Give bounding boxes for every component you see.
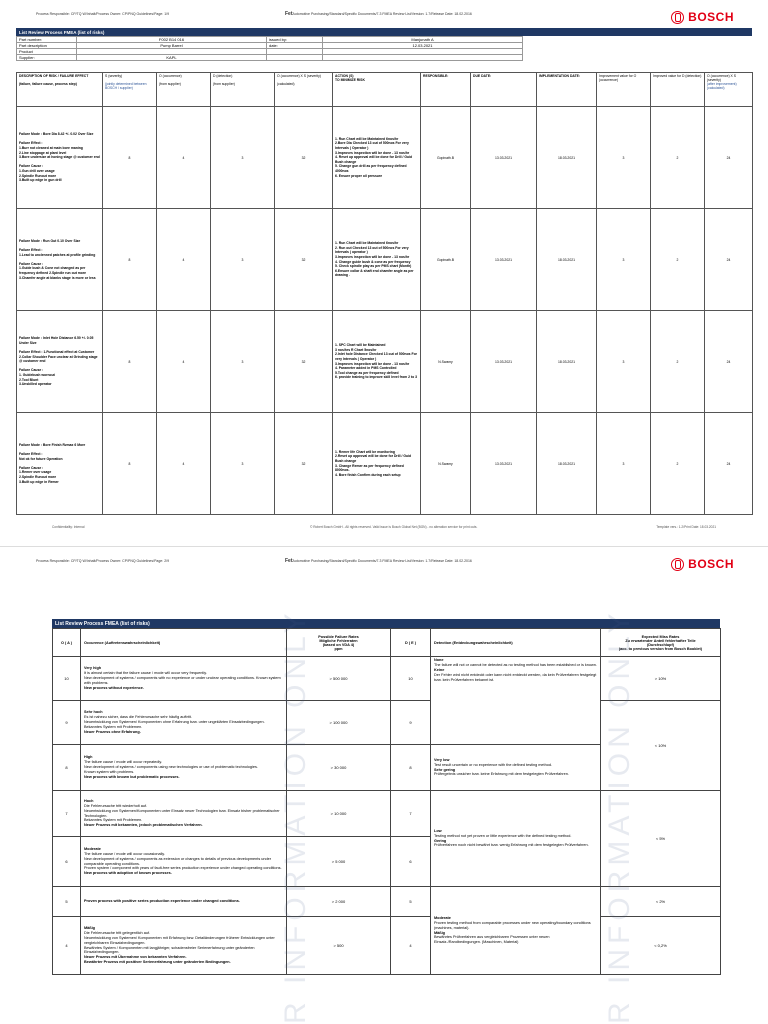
cell-imp_o: 3 — [597, 311, 651, 413]
header-document-path: FetAutomotive Purchasing/Standard/Specific Documents/7.3 FMEA Review List/Version: 1.7/Release Date: 18.02.2016 — [285, 558, 472, 564]
cell-imp_d: 2 — [651, 311, 705, 413]
supplier-value: KAPL — [77, 55, 267, 61]
cell-action: 1. Remer life Chart will be monitoring 2.Reset up approval will be done for Drill / Guid Bush change 3. Change Remer as per frequency defined 8000nos. 4. Bore finish Confirm during each setup — [333, 413, 421, 515]
col-header-detection: D (detection) (from supplier) — [211, 73, 275, 107]
cell-after: 24 — [705, 209, 753, 311]
cell-impl: 18.03.2021 — [537, 311, 597, 413]
cell-due: 13.03.2021 — [471, 107, 537, 209]
date-label: date: — [267, 43, 323, 49]
col-header-o-a: O ( A ) — [53, 629, 81, 657]
header-process-info: Process Responsible: CP/TQ W/Inhalt/Process Owner: CP/PNQ Guidelines/Page: 1/9 — [36, 12, 170, 16]
col-header-improved-d: Improved value for D (detection) — [651, 73, 705, 107]
cell-o: 4 — [157, 107, 211, 209]
issued-by-value: Manjunath A — [323, 37, 523, 43]
part-description-value: Pump Barrel — [77, 43, 267, 49]
table-row: 9 Sehr hoch Es ist nahezu sicher, dass die Fehlerursache sehr häufig auftritt. Neuentwicklung von Systemen/ Komponenten ohne Erfahrung bzw. unter ungeklärten Einsatzbedingungen. Bekanntes System mit Problemen. Neuer Prozess ohne Erfahrung. > 100 000 9 < 10% — [53, 701, 721, 745]
cell-s: 8 — [103, 209, 157, 311]
table-row: 10 Very high It is almost certain that the failure cause / mode will occur very frequently. New development of systems / components with no experience or under unclear operating conditions. Known system with problems. New process without experience. > 500 000 10 None The failure will not or cannot be detected as no testing method has been established or is known. Keine Der Fehler wird nicht entdeckt oder kann nicht entdeckt werden, da kein Prüfverfahren festgelegt bzw. kein Prüfverfahren bekannt ist. > 10% — [53, 657, 721, 701]
part-info-table — [16, 36, 523, 61]
cell-action: 1. SPC Chart will be Maintained 3 nos/hrs R Chart 5nos/hr 2.Inlet hole Distance Checked 13 out of 500nos For very Intervals ( Operator ) 3.Improves inspection will be done - 13 nos/hr 4. Parameter added in PMS Controlled 5.Tool change as per frequency defined 6. provide training to improve skill level from 2 to 3 — [333, 311, 421, 413]
table-row — [17, 209, 753, 311]
cell-risk: Failure Mode : Run Out 0.10 Over Size Failure Effect : 1.Lead to unclenned patches at profile grinding Failure Cause : 1.Guide bush & Cone not changed as per frequency defined 2.Spindle run out more 3.Chamfer angle at blanks stage is more or less — [17, 209, 103, 311]
page-header — [0, 547, 768, 575]
table-row: 8 High The failure cause / mode will occur repeatedly. New development of systems / components using new technologies or use of problematic technologies. Known system with problems. New process with known but problematic processes. > 30 000 8 Very low Test result uncertain or no experience with the defined testing method. Sehr gering Prüfergebnis unsicher bzw. keine Erfahrung mit dem festgelegten Prüfverfahren. — [53, 745, 721, 791]
cell-due: 13.03.2021 — [471, 311, 537, 413]
page-title: List Review Process FMEA (list of risks) — [16, 28, 752, 36]
supplier-label: Supplier: — [17, 55, 77, 61]
bosch-armature-icon — [671, 11, 684, 24]
page-title: List Review Process FMEA (list of risks) — [52, 619, 720, 628]
cell-os: 32 — [275, 311, 333, 413]
cell-risk: Failure Mode : Inlet Hole Distance 6.50 +/- 0.05 Under Size Failure Effect : 1.Functional effect at Customer 2.Collar Shoulder Face unclear at Grinding stage @ customer end Failure Cause : 1. Guidebush wornout 2.Tool Blunt 3.Unskilled operator — [17, 311, 103, 413]
header-process-info: Process Responsible: CP/TQ W/Inhalt/Process Owner: CP/PNQ Guidelines/Page: 2/9 — [36, 559, 170, 563]
cell-imp_o: 3 — [597, 209, 651, 311]
cell-resp: Gopinath.B — [421, 209, 471, 311]
cell-action: 1. Run Chart will be Maintained 6nos/hr 2. Run out Checked 13 out of 500nos For very Intervals ( operator ) 3.Improves inspection will be done - 13 nos/hr 4. Change guide bush & cone as per frequency 5. Check spindle play as per PMS chart (Month) 6.Ensure collar & shaft end chamfer angle as per drawing . — [333, 209, 421, 311]
col-header-risk: DESCRIPTION OF RISK / FAILURE EFFECT (failure, failure cause, process step) — [17, 73, 103, 107]
cell-os: 32 — [275, 209, 333, 311]
fmea-header-row — [17, 73, 753, 107]
cell-os: 32 — [275, 413, 333, 515]
cell-imp_d: 2 — [651, 209, 705, 311]
cell-resp: N.Swamy — [421, 311, 471, 413]
cell-impl: 18.03.2021 — [537, 413, 597, 515]
cell-imp_o: 3 — [597, 107, 651, 209]
col-header-failure-rates: Possible Failure Rates Mögliche Fehlerraten (based on VDA 4) ppm — [287, 629, 391, 657]
cell-due: 13.03.2021 — [471, 413, 537, 515]
bosch-armature-icon — [671, 558, 684, 571]
col-header-due-date: DUE DATE: — [471, 73, 537, 107]
bosch-logo: BOSCH — [671, 10, 734, 24]
cell-after: 24 — [705, 107, 753, 209]
cell-resp: N.Swamy — [421, 413, 471, 515]
watermark-text: R INFORMATION ONLY — [279, 608, 312, 1024]
table-row: 6 Moderate The failure cause / mode will occur occasionally. New development of systems / components as extension or changes to details of previous developments under comparable operating conditions. Proven system / component with years of fault-free series production experience under changed operating conditions. New process with adoption of known processes. > 5 000 6 — [53, 837, 721, 887]
col-header-action: ACTION (S) TO MINIMIZE RISK — [333, 73, 421, 107]
footer-confidentiality: Confidentiality: Internal — [52, 525, 85, 529]
col-header-severity: S (severity) (jointly determined between BOSCH / supplier) — [103, 73, 157, 107]
cell-s: 8 — [103, 107, 157, 209]
cell-imp_d: 2 — [651, 107, 705, 209]
cell-s: 8 — [103, 311, 157, 413]
cell-s: 8 — [103, 413, 157, 515]
fmea-risk-table — [16, 72, 753, 515]
date-value: 12.03.2021 — [323, 43, 523, 49]
footer-template-version: Template vers.: 1.2/Print Date: 18.03.2021 — [656, 525, 716, 529]
bosch-logo: BOSCH — [671, 557, 734, 571]
table-row: 7 Hoch Die Fehlerursache tritt wiederholt auf. Neuentwicklung von Systemen/Komponenten unter Einsatz neuer Technologien bzw. Einsatz bisher problematischer Technologien. Bekanntes System mit Problemen. Neuer Prozess mit bekannten, jedoch problematischen Verfahren. > 10 000 7 Low Testing method not yet proven or little experience with the defined testing method. Gering Prüfverfahren noch nicht bewährt bzw. wenig Erfahrung mit dem festgelegten Prüfverfahren. < 5% — [53, 791, 721, 837]
col-header-occurrence: O (occurrence) (from supplier) — [157, 73, 211, 107]
header-document-path: FetAutomotive Purchasing/Standard/Specific Documents/7.3 FMEA Review List/Version: 1.7/Release Date: 18.02.2016 — [285, 11, 472, 17]
col-header-d-e: D ( E ) — [391, 629, 431, 657]
col-header-miss-rates: Expected Miss Rates Zu erwartender Anteil fehlerhafter Teile (Durchschlupf) (acc. to previous version from Bosch Booklet) — [601, 629, 721, 657]
cell-impl: 18.03.2021 — [537, 209, 597, 311]
cell-risk: Failure Mode : Bore Finish Rzmax 6 More Failure Effect : Not ok for future Operation Failure Cause : 1.Remer over usage 2.Spindle Runout more 3.Built up edge in Remer — [17, 413, 103, 515]
cell-d: 3 — [211, 413, 275, 515]
watermark-text: R INFORMATION ONLY — [603, 608, 636, 1024]
table-row — [17, 311, 753, 413]
product-label: Product — [17, 49, 77, 55]
footer-copyright: © Robert Bosch GmbH - All rights reserved. Valid issue is Bosch Global Net (BGN) - no alteration service for print outs. — [310, 525, 478, 529]
table-row — [17, 413, 753, 515]
cell-d: 3 — [211, 311, 275, 413]
table-row: 4 Mäßig Die Fehlerursache tritt gelegentlich auf. Neuentwicklung von Systemen/ Komponenten mit Erfahrung bzw. Detailänderungen früherer Entwicklungen unter vergleichbaren Einsatzbedingungen. Bewährtes System / Komponenten mit langjähriger, schadensfreier Serienerfahrung unter geänderten Einsatzbedingungen. Neuer Prozess mit Übernahme von bekannten Verfahren. Bewährter Prozess mit positiver Serienerfahrung unter geänderten Bedingungen. > 500 4 < 0,2% — [53, 917, 721, 975]
document-page-2 — [0, 546, 768, 1024]
page-header — [0, 0, 768, 28]
cell-action: 1. Run Chart will be Maintained 6nos/hr 2.Bore Dia Checked 13 out of 500nos For very Intervals ( Operator ) 3.Improves inspection will be done - 13 nos/hr 4. Reset up approval will be done for Drill / Guid Bush change 5. Change gun drill as per frequency defined 4000nos 6. Ensure proper oil pressure — [333, 107, 421, 209]
col-header-implementation-date: IMPLEMENTATION DATE: — [537, 73, 597, 107]
cell-imp_o: 3 — [597, 413, 651, 515]
cell-impl: 18.03.2021 — [537, 107, 597, 209]
cell-o: 4 — [157, 209, 211, 311]
col-header-responsible: RESPONSIBLE: — [421, 73, 471, 107]
col-header-o-x-s: O (occurrence) X S (severity) (calculated) — [275, 73, 333, 107]
cell-o: 4 — [157, 311, 211, 413]
cell-resp: Gopinath.B — [421, 107, 471, 209]
table-row: 5 Proven process with positive series production experience under changed conditions. > 2 000 5 Moderate Proven testing method from comparable processes under new operating/boundary conditions (machines, material). Mäßig Bewährtes Prüfverfahren aus vergleichbaren Prozessen unter neuen Einsatz-/Randbedingungen. (Maschinen, Material) < 2% — [53, 887, 721, 917]
cell-os: 32 — [275, 107, 333, 209]
cell-after: 24 — [705, 413, 753, 515]
col-header-occurrence: Occurence (Auftretenswahrscheinlichkeit) — [81, 629, 287, 657]
part-description-label: Part description — [17, 43, 77, 49]
cell-due: 13.03.2021 — [471, 209, 537, 311]
issued-by-label: issued by: — [267, 37, 323, 43]
cell-after: 24 — [705, 311, 753, 413]
cell-d: 3 — [211, 209, 275, 311]
cell-d: 3 — [211, 107, 275, 209]
cell-risk: Failure Mode : Bore Dia 8.42 +/- 0.02 Over Size Failure Effect : 1.Burr not cleaned at main bore maning 2.Line stoppage at plant level 3.Bore undersize at honing stage @ customer end Failure Cause : 1.Gun drill over usage 2.Spindle Runout more 3.Built up edge in gun drill — [17, 107, 103, 209]
col-header-o-x-s-after: O (occurrence) X S (severity) (after improvement) (calculated) — [705, 73, 753, 107]
part-number-label: Part number: — [17, 37, 77, 43]
cell-imp_d: 2 — [651, 413, 705, 515]
col-header-improved-o: Improvement value for O (occurrence) — [597, 73, 651, 107]
table-row — [17, 107, 753, 209]
col-header-detection: Detection (Entdeckungswahrscheinlichkeit) — [431, 629, 601, 657]
cell-o: 4 — [157, 413, 211, 515]
part-number-value: F002 B14 016 — [77, 37, 267, 43]
